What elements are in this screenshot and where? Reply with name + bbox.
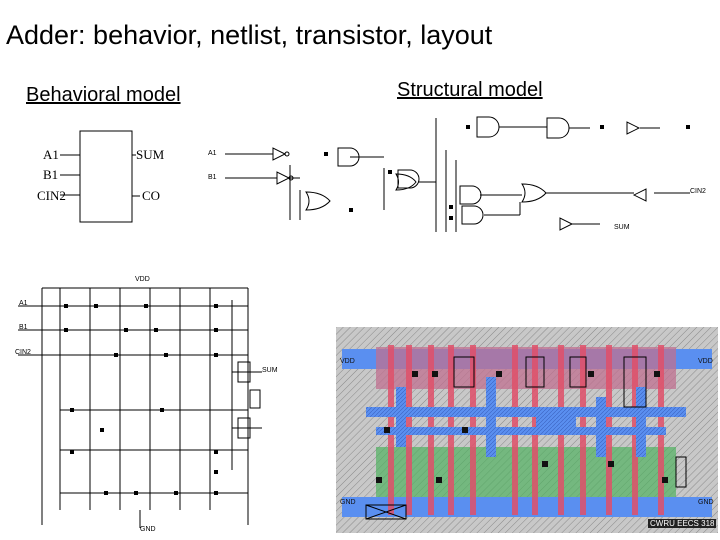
layout-gnd-left: GND [340, 499, 356, 506]
beh-output-sum: SUM [136, 147, 165, 162]
inverter-gate-2 [277, 172, 289, 184]
tr-output-sum: SUM [262, 367, 278, 374]
beh-input-b1: B1 [43, 167, 59, 182]
tr-input-cin2: CIN2 [15, 349, 31, 356]
beh-input-cin2: CIN2 [37, 188, 66, 203]
layout-vdd-right: VDD [698, 358, 713, 365]
layout-vdd-left: VDD [340, 358, 355, 365]
and-gate-2 [547, 118, 569, 138]
struct-label-a1: A1 [208, 150, 217, 157]
tr-input-b1: B1 [19, 324, 28, 331]
beh-output-co: CO [142, 188, 161, 203]
layout-view [336, 327, 718, 533]
or-gate-2 [522, 184, 546, 202]
layout-svg [336, 327, 718, 533]
tr-input-a1: A1 [19, 300, 28, 307]
and-gate-6 [462, 206, 483, 224]
inverter-gate-1 [273, 148, 285, 160]
structural-heading: Structural model [397, 79, 543, 101]
gnd-metal-rail [342, 497, 712, 517]
layout-gnd-right: GND [698, 499, 714, 506]
and-gate-1 [477, 117, 499, 137]
struct-label-cin2: CIN2 [690, 188, 706, 195]
inverter-gate-3 [627, 122, 639, 134]
struct-label-b1: B1 [208, 174, 217, 181]
gnd-label: GND [140, 526, 156, 533]
course-footer: CWRU EECS 318 [650, 519, 715, 528]
or-gate-1 [306, 192, 330, 210]
beh-input-a1: A1 [43, 147, 59, 162]
and-gate-5 [460, 186, 481, 204]
slide-title: Adder: behavior, netlist, transistor, layout [6, 20, 493, 50]
vdd-label: VDD [135, 276, 150, 283]
and-gate-3 [338, 148, 359, 166]
inverter-gate-5 [634, 189, 646, 201]
behavioral-heading: Behavioral model [26, 84, 181, 106]
and-gate-4 [398, 170, 419, 188]
struct-label-sum: SUM [614, 224, 630, 231]
inverter-gate-4 [560, 218, 572, 230]
